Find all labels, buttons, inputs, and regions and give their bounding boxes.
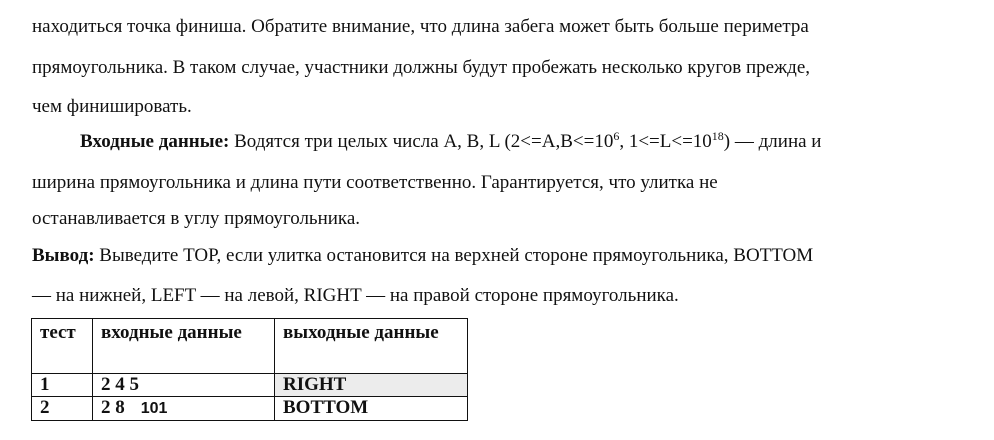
table-header-row (32, 319, 468, 374)
output-text: Выведите TOP, если улитка остановится на верхней стороне прямоугольника, BOTTOM (94, 245, 814, 266)
exponent-6: 6 (613, 129, 620, 143)
exponent-18: 18 (711, 129, 724, 143)
input-text-b: , 1<=L<=10 (619, 131, 712, 152)
cell-output-1: RIGHT (275, 374, 468, 397)
input-text-c: ) — длина и (723, 131, 822, 152)
header-test: тест (32, 319, 93, 374)
input-label: Входные данные: (80, 131, 230, 152)
tests-table (31, 318, 468, 421)
text-line-3: чем финишировать. (32, 96, 192, 117)
output-description-line-2: — на нижней, LEFT — на левой, RIGHT — на правой стороне прямоугольника. (32, 285, 679, 306)
cell-input-2 (93, 397, 275, 421)
table-row (32, 374, 468, 397)
input-description-line-3: останавливается в углу прямоугольника. (32, 208, 361, 229)
header-output: выходные данные (275, 319, 468, 374)
header-input: входные данные (93, 319, 275, 374)
cell-input-2-main: 2 8 (101, 397, 125, 418)
input-text-a: Водятся три целых числа A, B, L (2<=A,B<=10 (229, 131, 614, 152)
output-description-line-1 (32, 245, 813, 267)
text-line-2: прямоугольника. В таком случае, участники должны будут пробежать несколько кругов прежде, (32, 57, 811, 78)
cell-test-1: 1 (32, 374, 93, 397)
cell-input-1: 2 4 5 (93, 374, 275, 397)
cell-output-2: BOTTOM (275, 397, 468, 421)
cell-input-2-extra: 101 (140, 400, 168, 417)
cell-test-2: 2 (32, 397, 93, 421)
input-description-line-2: ширина прямоугольника и длина пути соответственно. Гарантируется, что улитка не (32, 172, 718, 193)
table-row (32, 397, 468, 421)
input-description-line-1 (80, 131, 821, 153)
output-label: Вывод: (32, 245, 95, 266)
text-line-1: находиться точка финиша. Обратите внимание, что длина забега может быть больше периметра (32, 16, 809, 37)
